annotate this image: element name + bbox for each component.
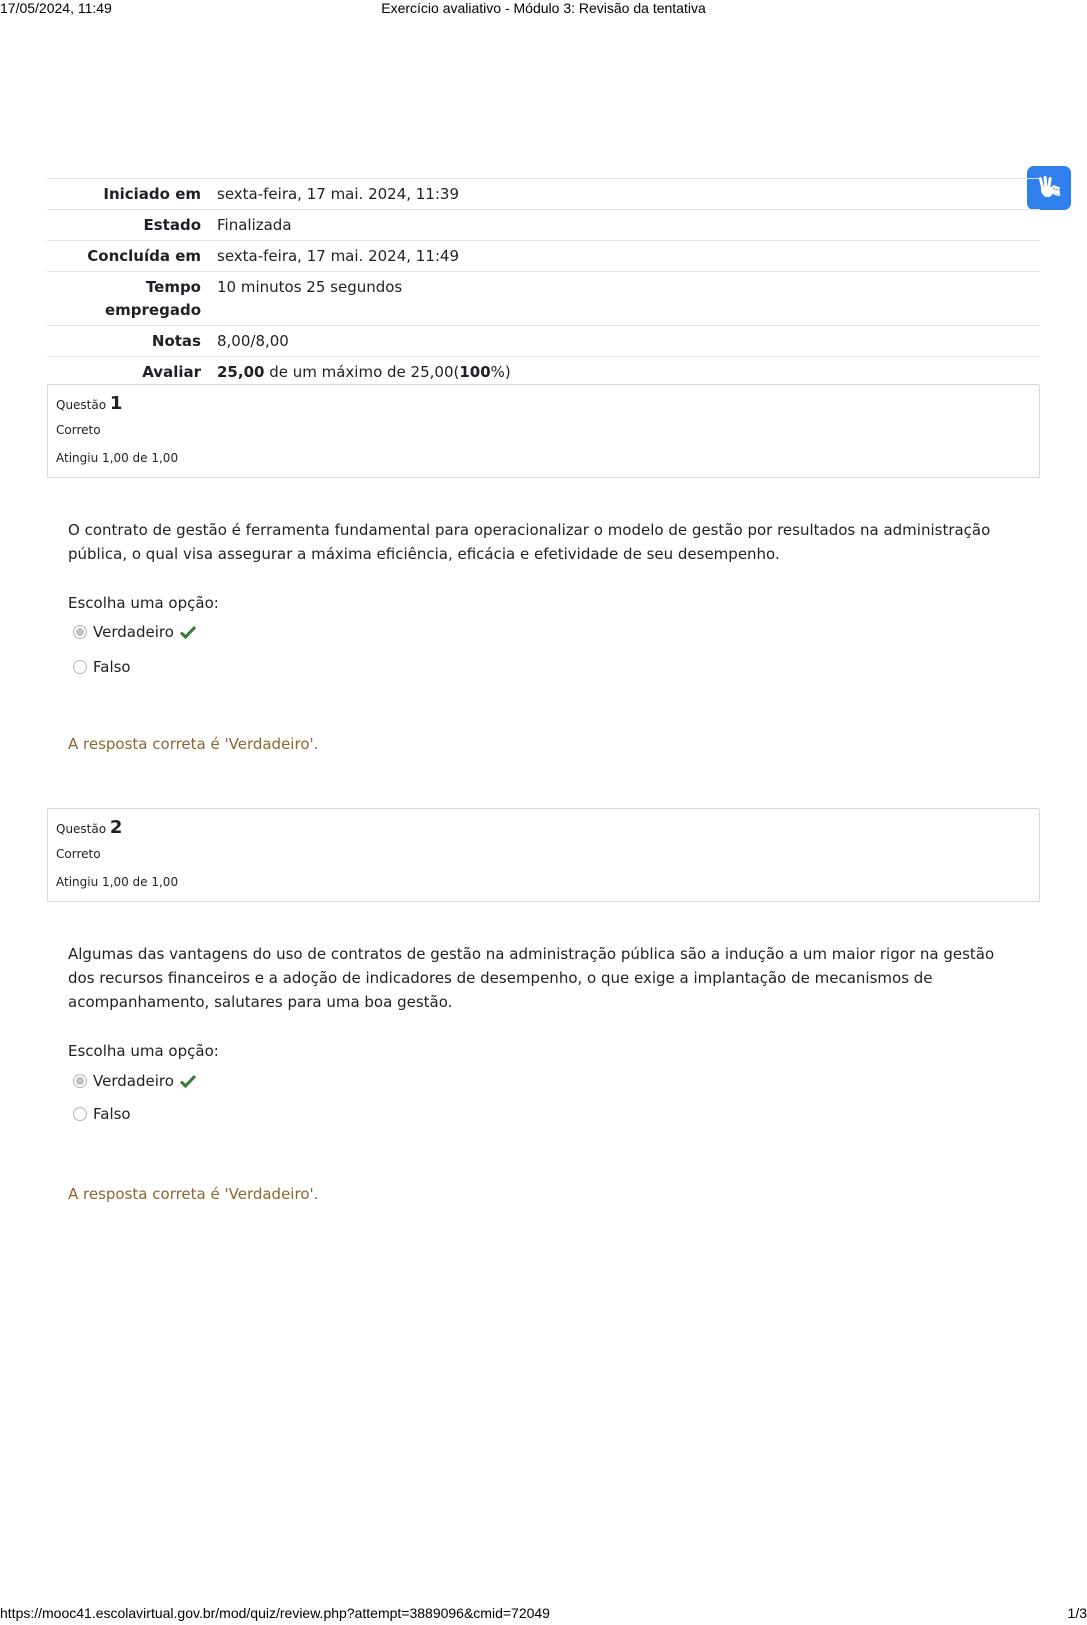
answer-option-true[interactable] <box>73 623 196 641</box>
summary-value: 10 minutos 25 segundos <box>217 278 403 296</box>
question-number <box>56 817 122 838</box>
correct-answer-feedback: A resposta correta é 'Verdadeiro'. <box>68 735 319 753</box>
question-state: Correto <box>56 847 101 861</box>
question-label: Questão <box>56 398 107 412</box>
question-info-2 <box>47 808 1040 902</box>
correct-answer-feedback: A resposta correta é 'Verdadeiro'. <box>68 1185 319 1203</box>
question-grade: Atingiu 1,00 de 1,00 <box>56 451 179 465</box>
radio-button[interactable] <box>73 1107 87 1121</box>
question-number-value: 1 <box>109 393 123 414</box>
answer-option-false[interactable] <box>73 1105 131 1123</box>
grade-text: %) <box>490 363 511 381</box>
question-state: Correto <box>56 423 101 437</box>
question-label: Questão <box>56 822 107 836</box>
summary-value: sexta-feira, 17 mai. 2024, 11:49 <box>217 247 460 265</box>
question-number-value: 2 <box>109 817 123 838</box>
summary-row-completed <box>47 241 1040 272</box>
question-text: O contrato de gestão é ferramenta fundamental para operacionalizar o modelo de gestão por resultados na administração pública, o qual visa assegurar a máxima eficiência, eficácia e efetividade de seu desempenho. <box>68 521 991 563</box>
question-grade: Atingiu 1,00 de 1,00 <box>56 875 179 889</box>
answer-option-false[interactable] <box>73 658 131 676</box>
answer-prompt: Escolha uma opção: <box>68 1042 219 1060</box>
attempt-summary-table <box>47 178 1040 387</box>
grade-score: 25,00 <box>217 363 265 381</box>
print-footer <box>0 1605 1087 1625</box>
answer-prompt: Escolha uma opção: <box>68 594 219 612</box>
summary-label <box>47 272 217 326</box>
summary-label: Iniciado em <box>103 185 201 203</box>
summary-row-marks <box>47 326 1040 357</box>
option-label: Falso <box>93 658 131 676</box>
grade-text: de um máximo de 25,00( <box>264 363 460 381</box>
check-icon <box>180 1074 196 1088</box>
option-label: Falso <box>93 1105 131 1123</box>
grade-percent: 100 <box>459 363 491 381</box>
option-label: Verdadeiro <box>93 1072 174 1090</box>
summary-label-line: empregado <box>104 301 201 319</box>
question-info-1 <box>47 384 1040 478</box>
print-page-number: 1/3 <box>1067 1605 1087 1621</box>
print-url: https://mooc41.escolavirtual.gov.br/mod/quiz/review.php?attempt=3889096&cmid=72049 <box>0 1605 550 1621</box>
summary-label: Avaliar <box>142 363 201 381</box>
print-header <box>0 0 1087 20</box>
print-page-title: Exercício avaliativo - Módulo 3: Revisão da tentativa <box>381 0 706 16</box>
print-datetime: 17/05/2024, 11:49 <box>0 0 112 16</box>
summary-row-started <box>47 179 1040 210</box>
summary-value: Finalizada <box>217 216 292 234</box>
option-label: Verdadeiro <box>93 623 174 641</box>
radio-button[interactable] <box>73 660 87 674</box>
summary-row-time-taken <box>47 272 1040 326</box>
summary-value <box>217 357 1040 388</box>
radio-button-checked[interactable] <box>73 1074 87 1088</box>
radio-button-checked[interactable] <box>73 625 87 639</box>
summary-label: Estado <box>143 216 201 234</box>
summary-value: 8,00/8,00 <box>217 332 289 350</box>
summary-label: Notas <box>151 332 201 350</box>
summary-row-grade <box>47 357 1040 388</box>
check-icon <box>180 625 196 639</box>
question-text: Algumas das vantagens do uso de contratos de gestão na administração pública são a indução a um maior rigor na gestão dos recursos financeiros e a adoção de indicadores de desempenho, o que exige a implantação de mecanismos de acompanhamento, salutares para uma boa gestão. <box>68 945 995 1011</box>
summary-label: Concluída em <box>87 247 201 265</box>
summary-label-line: Tempo <box>145 278 201 296</box>
question-number <box>56 393 122 414</box>
summary-value: sexta-feira, 17 mai. 2024, 11:39 <box>217 185 460 203</box>
answer-option-true[interactable] <box>73 1072 196 1090</box>
summary-row-state <box>47 210 1040 241</box>
